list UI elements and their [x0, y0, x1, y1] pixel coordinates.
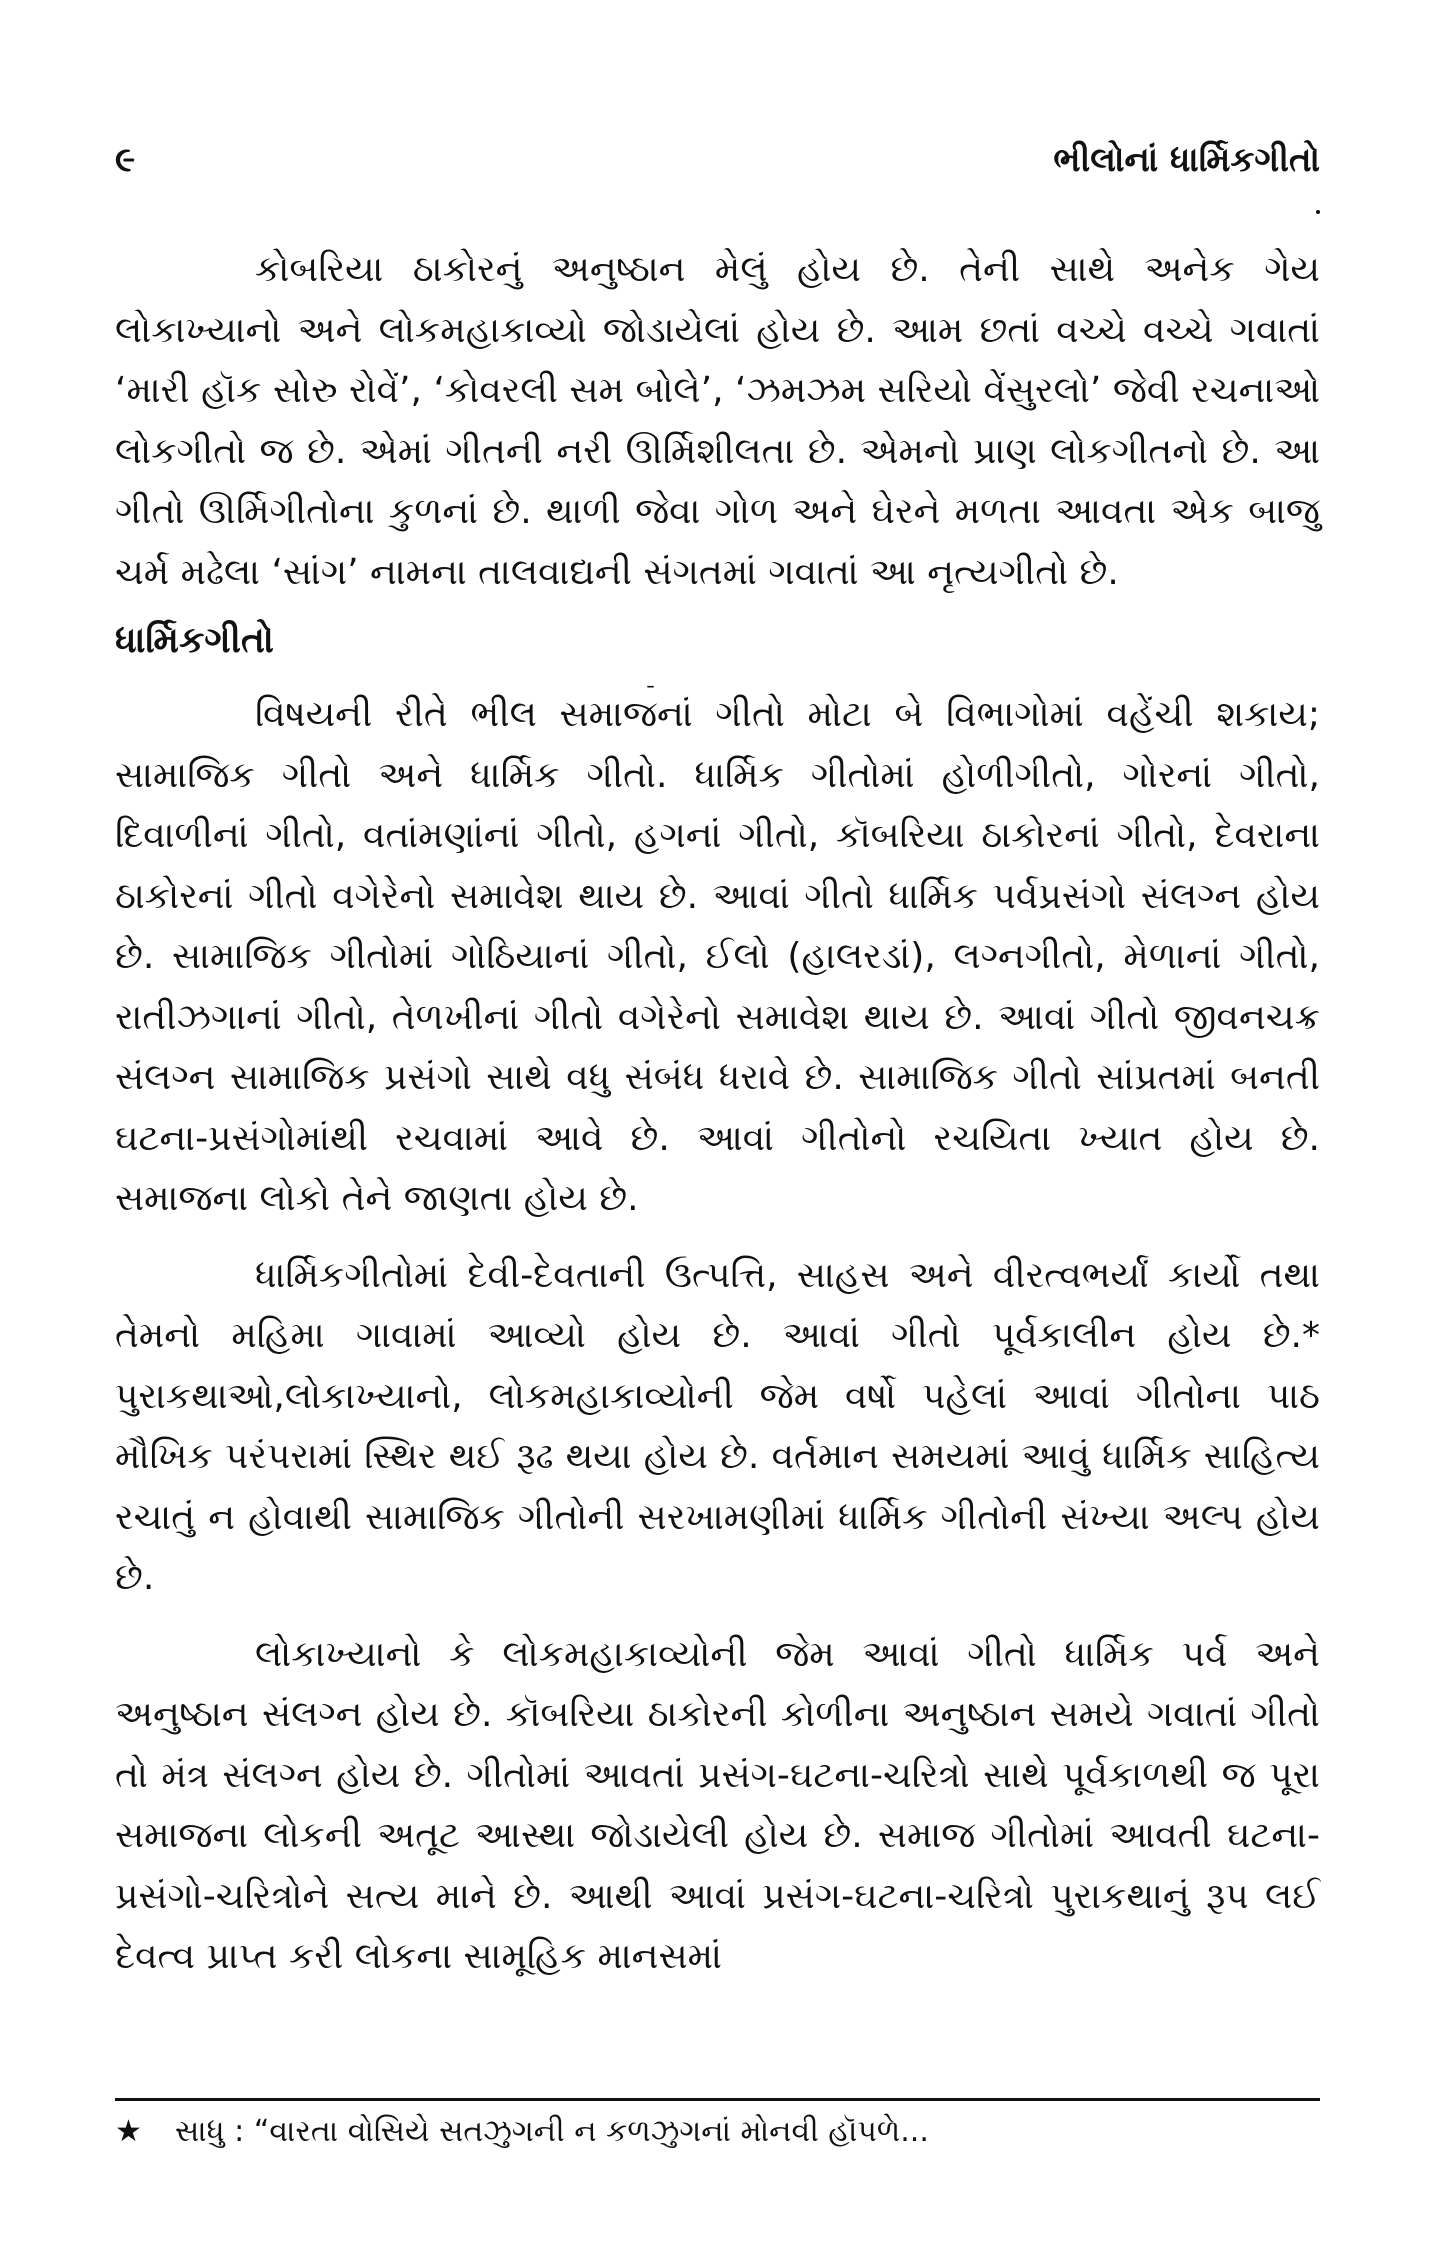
paragraph-3: ધાર્મિકગીતોમાં દેવી-દેવતાની ઉત્પત્તિ, સાહસ અને વીરત્વભર્યાં કાર્યો તથા તેમનો મહિમા ગાવામાં આવ્યો હોય છે. આવાં ગીતો પૂર્વકાલીન હોય છે.* પુરાકથાઓ,લોકાખ્યાનો, લોકમહાકાવ્યોની જેમ વર્ષો પહેલાં આવાં ગીતોના પાઠ મૌખિક પરંપરામાં સ્થિર થઈ રૂઢ થયા હોય છે. વર્તમાન સમયમાં આવું ધાર્મિક સાહિત્ય રચાતું ન હોવાથી સામાજિક ગીતોની સરખામણીમાં ધાર્મિક ગીતોની સંખ્યા અલ્પ હોય છે. [115, 1254, 1320, 1598]
paragraph-1: કોબરિયા ઠાકોરનું અનુષ્ઠાન મેલું હોય છે. તેની સાથે અનેક ગેય લોકાખ્યાનો અને લોકમહાકાવ્યો જોડાયેલાં હોય છે. આમ છતાં વચ્ચે વચ્ચે ગવાતાં ‘મારી હૉક સોરુ રોવેં’, ‘કોવરલી સમ બોલે’, ‘ઝમઝમ સરિયો વેંસુરલો’ જેવી રચનાઓ લોકગીતો જ છે. એમાં ગીતની નરી ઊર્મિશીલતા છે. એમનો પ્રાણ લોકગીતનો છે. આ ગીતો ઊર્મિગીતોના કુળનાં છે. થાળી જેવા ગોળ અને ઘેરને મળતા આવતા એક બાજુ ચર્મ મઢેલા ‘સાંગ’ નામના તાલવાદ્યની સંગતમાં ગવાતાં આ નૃત્યગીતો છે. [115, 249, 1320, 593]
heading-ornament: ˍ [645, 665, 656, 690]
running-title: ભીલોનાં ધાર્મિકગીતો [1053, 140, 1320, 180]
footnote [115, 2112, 1320, 2152]
paragraph-2: વિષયની રીતે ભીલ સમાજનાં ગીતો મોટા બે વિભાગોમાં વહેંચી શકાય; સામાજિક ગીતો અને ધાર્મિક ગીતો. ધાર્મિક ગીતોમાં હોળીગીતો, ગોરનાં ગીતો, દિવાળીનાં ગીતો, વતાંમણાંનાં ગીતો, હગનાં ગીતો, કૉબરિયા ઠાકોરનાં ગીતો, દેવરાના ઠાકોરનાં ગીતો વગેરેનો સમાવેશ થાય છે. આવાં ગીતો ધાર્મિક પર્વપ્રસંગો સંલગ્ન હોય છે. સામાજિક ગીતોમાં ગોઠિયાનાં ગીતો, ઈલો (હાલરડાં), લગ્નગીતો, મેળાનાં ગીતો, રાતીઝગાનાં ગીતો, તેળખીનાં ગીતો વગેરેનો સમાવેશ થાય છે. આવાં ગીતો જીવનચક્ર સંલગ્ન સામાજિક પ્રસંગો સાથે વધુ સંબંધ ધરાવે છે. સામાજિક ગીતો સાંપ્રતમાં બનતી ઘટના-પ્રસંગોમાંથી રચવામાં આવે છે. આવાં ગીતોનો રચયિતા ખ્યાત હોય છે. સમાજના લોકો તેને જાણતા હોય છે. [115, 694, 1320, 1219]
footnote-divider [115, 2098, 1320, 2101]
header-dot [1316, 210, 1320, 214]
page-number: ૯ [115, 140, 136, 180]
main-text [115, 240, 1320, 1988]
footnote-star-icon: ★ [115, 2114, 142, 2149]
paragraph-4: લોકાખ્યાનો કે લોકમહાકાવ્યોની જેમ આવાં ગીતો ધાર્મિક પર્વ અને અનુષ્ઠાન સંલગ્ન હોય છે. કૉબરિયા ઠાકોરની કોળીના અનુષ્ઠાન સમયે ગવાતાં ગીતો તો મંત્ર સંલગ્ન હોય છે. ગીતોમાં આવતાં પ્રસંગ-ઘટના-ચરિત્રો સાથે પૂર્વકાળથી જ પૂરા સમાજના લોકની અતૂટ આસ્થા જોડાયેલી હોય છે. સમાજ ગીતોમાં આવતી ઘટના-પ્રસંગો-ચરિત્રોને સત્ય માને છે. આથી આવાં પ્રસંગ-ઘટના-ચરિત્રો પુરાકથાનું રૂપ લઈ દેવત્વ પ્રાપ્ત કરી લોકના સામૂહિક માનસમાં [115, 1633, 1320, 1977]
section-heading: ધાર્મિકગીતો [115, 620, 274, 661]
footnote-text: સાધુ : “વારતા વોસિયે સતઝુગની ન કળઝુગનાં મોનવી હૉપળે... [175, 2114, 929, 2149]
page-header [115, 140, 1320, 200]
